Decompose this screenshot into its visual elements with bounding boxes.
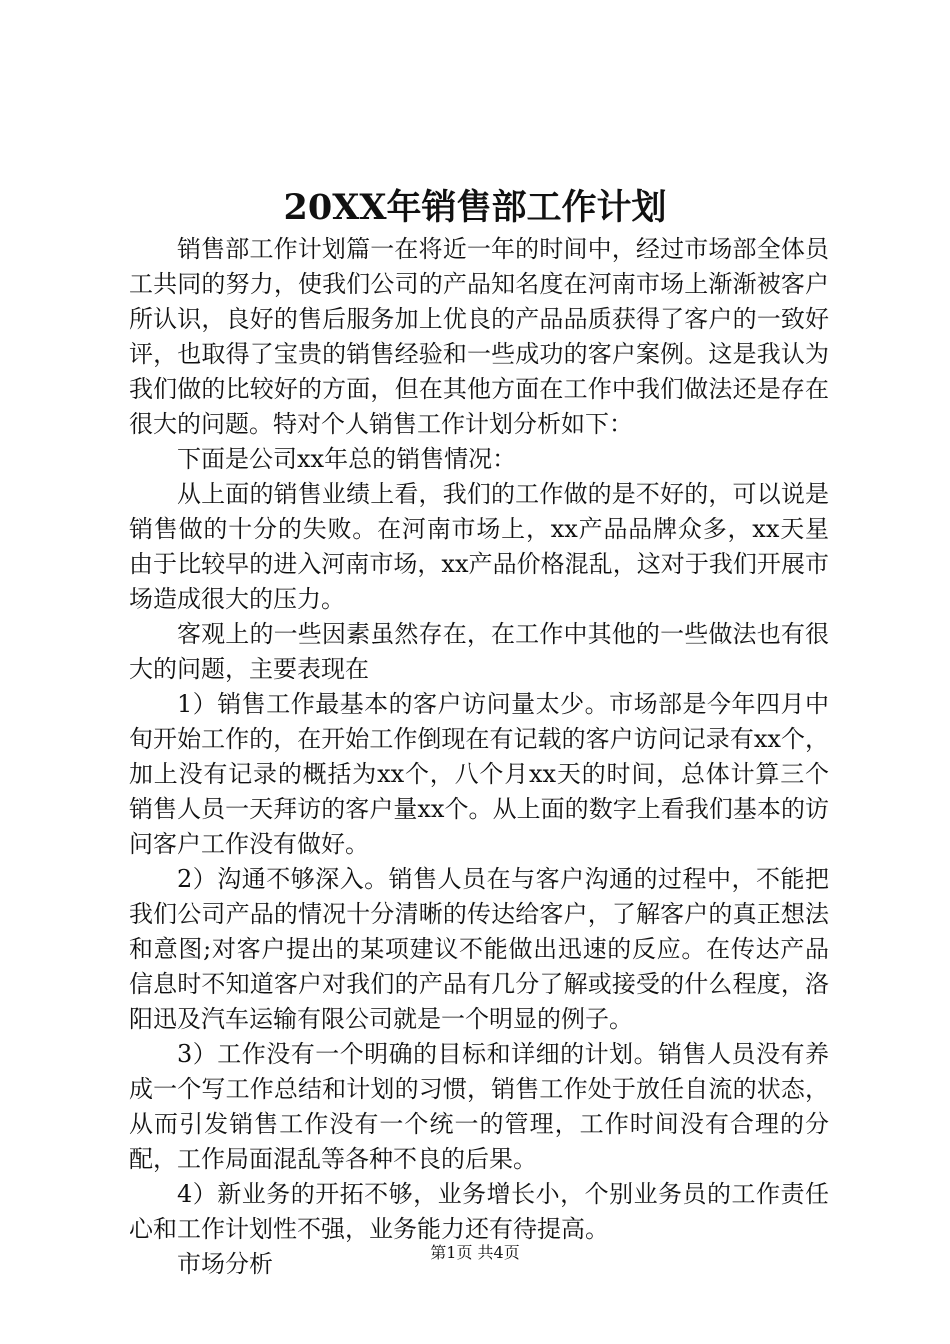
- paragraph-point-2: 2）沟通不够深入。销售人员在与客户沟通的过程中，不能把我们公司产品的情况十分清晰的传达给客户，了解客户的真正想法和意图;对客户提出的某项建议不能做出迅速的反应。在传达产品信息时不知道客户对我们的产品有几分了解或接受的什么程度，洛阳迅及汽车运输有限公司就是一个明显的例子。: [129, 865, 829, 1033]
- paragraph-performance: 从上面的销售业绩上看，我们的工作做的是不好的，可以说是销售做的十分的失败。在河南市场上，xx产品品牌众多，xx天星由于比较早的进入河南市场，xx产品价格混乱，这对于我们开展市场造成很大的压力。: [129, 480, 829, 613]
- document-body: [129, 232, 829, 1282]
- paragraph-market-analysis: 市场分析: [177, 1250, 273, 1278]
- paragraph-point-3: 3）工作没有一个明确的目标和详细的计划。销售人员没有养成一个写工作总结和计划的习惯，销售工作处于放任自流的状态，从而引发销售工作没有一个统一的管理，工作时间没有合理的分配，工作局面混乱等各种不良的后果。: [129, 1040, 829, 1173]
- document-title: 20XX年销售部工作计划: [283, 187, 667, 228]
- paragraph-intro: 销售部工作计划篇一在将近一年的时间中，经过市场部全体员工共同的努力，使我们公司的产品知名度在河南市场上渐渐被客户所认识，良好的售后服务加上优良的产品品质获得了客户的一致好评，也取得了宝贵的销售经验和一些成功的客户案例。这是我认为我们做的比较好的方面，但在其他方面在工作中我们做法还是存在很大的问题。特对个人销售工作计划分析如下：: [129, 235, 829, 438]
- paragraph-objective-factors: 客观上的一些因素虽然存在，在工作中其他的一些做法也有很大的问题，主要表现在: [129, 620, 829, 683]
- paragraph-point-4: 4）新业务的开拓不够，业务增长小，个别业务员的工作责任心和工作计划性不强，业务能力还有待提高。: [129, 1180, 829, 1243]
- paragraph-point-1: 1）销售工作最基本的客户访问量太少。市场部是今年四月中旬开始工作的，在开始工作倒现在有记载的客户访问记录有xx个，加上没有记录的概括为xx个，八个月xx天的时间，总体计算三个销售人员一天拜访的客户量xx个。从上面的数字上看我们基本的访问客户工作没有做好。: [129, 690, 829, 858]
- paragraph-sales-summary: 下面是公司xx年总的销售情况：: [177, 445, 517, 473]
- page-footer: 第1页 共4页: [430, 1243, 520, 1262]
